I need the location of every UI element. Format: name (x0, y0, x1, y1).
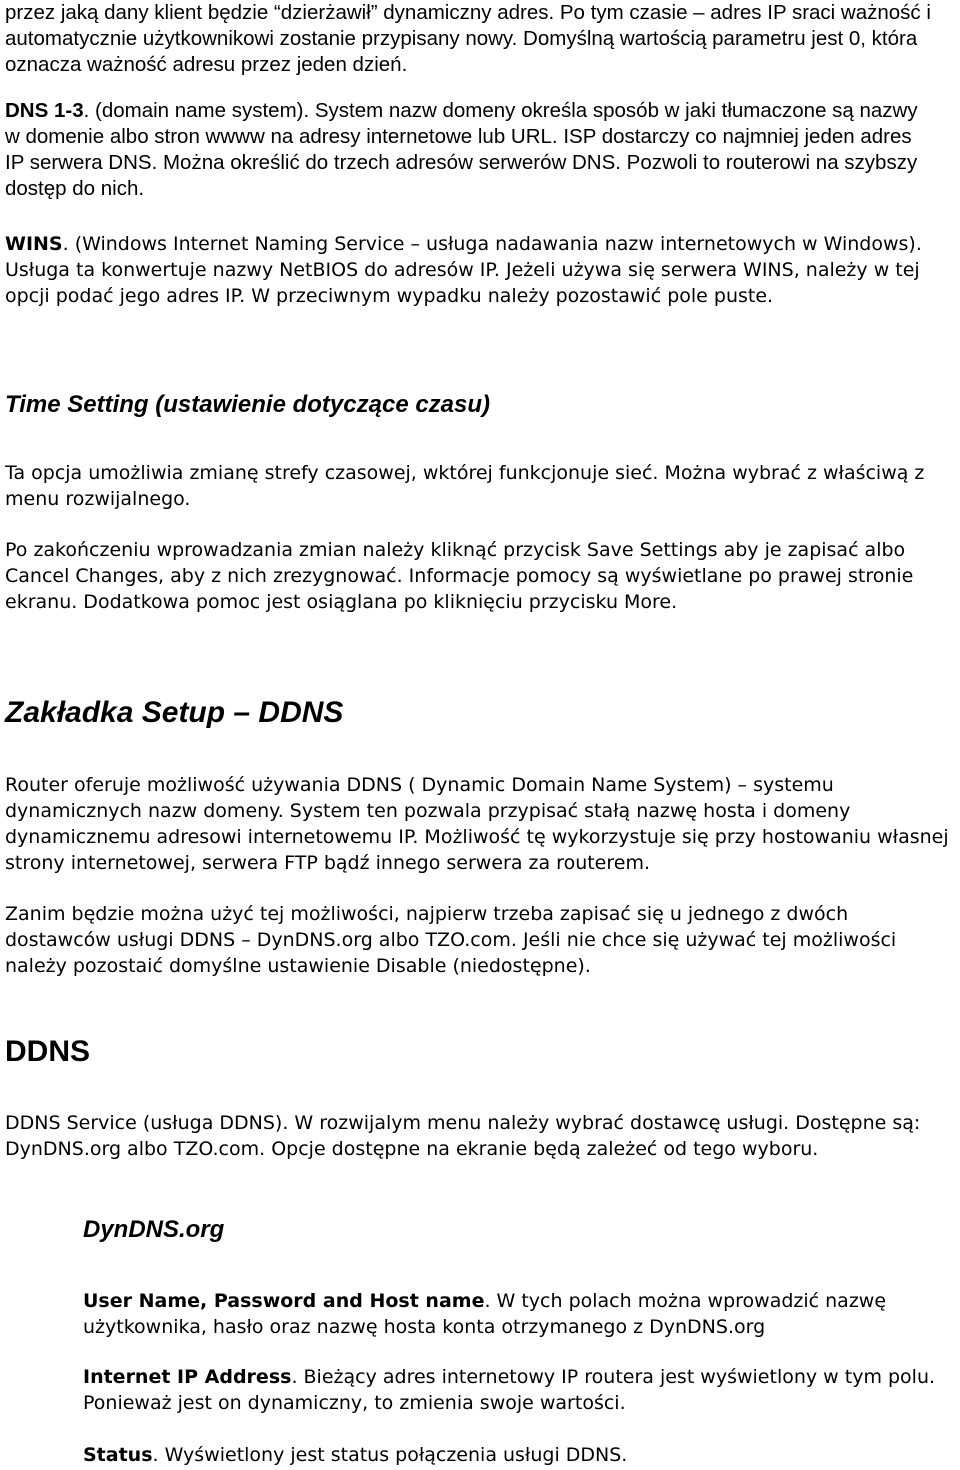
time-setting-heading: Time Setting (ustawienie dotyczące czasu) (5, 391, 491, 418)
ddns-tab-paragraph-1: Router oferuje możliwość używania DDNS ( Dynamic Domain Name System) – systemu dynamicznych nazw domeny. System ten pozwala przypisać stałą nazwę hosta i domeny dynamicznemu adresowi internetowemu IP. Możliwość tę wykorzystuje się przy hostowaniu własnej strony internetowej, serwera FTP bądź innego serwera za routerem. (5, 774, 949, 874)
wins-text: . (Windows Internet Naming Service – usługa nadawania nazw internetowych w Windows). Usługa ta konwertuje nazwy NetBIOS do adresów IP. Jeżeli używa się serwera WINS, należy w tej opcji podać jego adres IP. W przeciwnym wypadku należy pozostawić pole puste. (5, 233, 922, 307)
ddns-tab-heading: Zakładka Setup – DDNS (5, 696, 344, 729)
ddns-heading: DDNS (5, 1035, 91, 1068)
dyndns-ip-text: . Bieżący adres internetowy IP routera jest wyświetlony w tym polu. Ponieważ jest on dynamiczny, to zmienia swoje wartości. (83, 1366, 936, 1414)
dyndns-user-paragraph (83, 1288, 953, 1340)
time-setting-paragraph-1: Ta opcja umożliwia zmianę strefy czasowej, wktórej funkcjonuje sieć. Można wybrać z właściwą z menu rozwijalnego. (5, 462, 925, 510)
ddns-tab-paragraph-2: Zanim będzie można użyć tej możliwości, najpierw trzeba zapisać się u jednego z dwóch dostawców usługi DDNS – DynDNS.org albo TZO.com. Jeśli nie chce się używać tej możliwości należy pozostaić domyślne ustawienie Disable (niedostępne). (5, 903, 897, 977)
dyndns-ip-label: Internet IP Address (83, 1366, 292, 1388)
dyndns-status-text: . Wyświetlony jest status połączenia usługi DDNS. (152, 1444, 628, 1466)
dyndns-status-label: Status (83, 1444, 153, 1466)
dyndns-user-text: . W tych polach można wprowadzić nazwę użytkownika, hasło oraz nazwę hosta konta otrzymanego z DynDNS.org (83, 1290, 887, 1338)
dyndns-ip-paragraph (83, 1364, 953, 1416)
dyndns-heading: DynDNS.org (83, 1216, 225, 1243)
dyndns-user-label: User Name, Password and Host name (83, 1290, 485, 1312)
intro-paragraph: przez jaką dany klient będzie “dzierżawił” dynamiczny adres. Po tym czasie – adres IP sraci ważność i automatycznie użytkownikowi zostanie przypisany nowy. Domyślną wartością parametru jest 0, która oznacza ważność adresu przez jeden dzień. (5, 1, 931, 76)
wins-label: WINS (5, 233, 63, 255)
dns-paragraph (5, 98, 935, 202)
dyndns-status-paragraph (83, 1442, 953, 1468)
dns-label: DNS 1-3 (5, 99, 84, 122)
wins-paragraph (5, 231, 940, 309)
ddns-paragraph: DDNS Service (usługa DDNS). W rozwijalym menu należy wybrać dostawcę usługi. Dostępne są: DynDNS.org albo TZO.com. Opcje dostępne na ekranie będą zależeć od tego wyboru. (5, 1112, 921, 1160)
time-setting-paragraph-2: Po zakończeniu wprowadzania zmian należy kliknąć przycisk Save Settings aby je zapisać albo Cancel Changes, aby z nich zrezygnować. Informacje pomocy są wyświetlane po prawej stronie ekranu. Dodatkowa pomoc jest osiąglana po kliknięciu przycisku More. (5, 539, 914, 613)
dns-text: . (domain name system). System nazw domeny określa sposób w jaki tłumaczone są nazwy w domenie albo stron wwww na adresy internetowe lub URL. ISP dostarczy co najmniej jeden adres IP serwera DNS. Można określić do trzech adresów serwerów DNS. Pozwoli to routerowi na szybszy dostęp do nich. (5, 99, 918, 200)
